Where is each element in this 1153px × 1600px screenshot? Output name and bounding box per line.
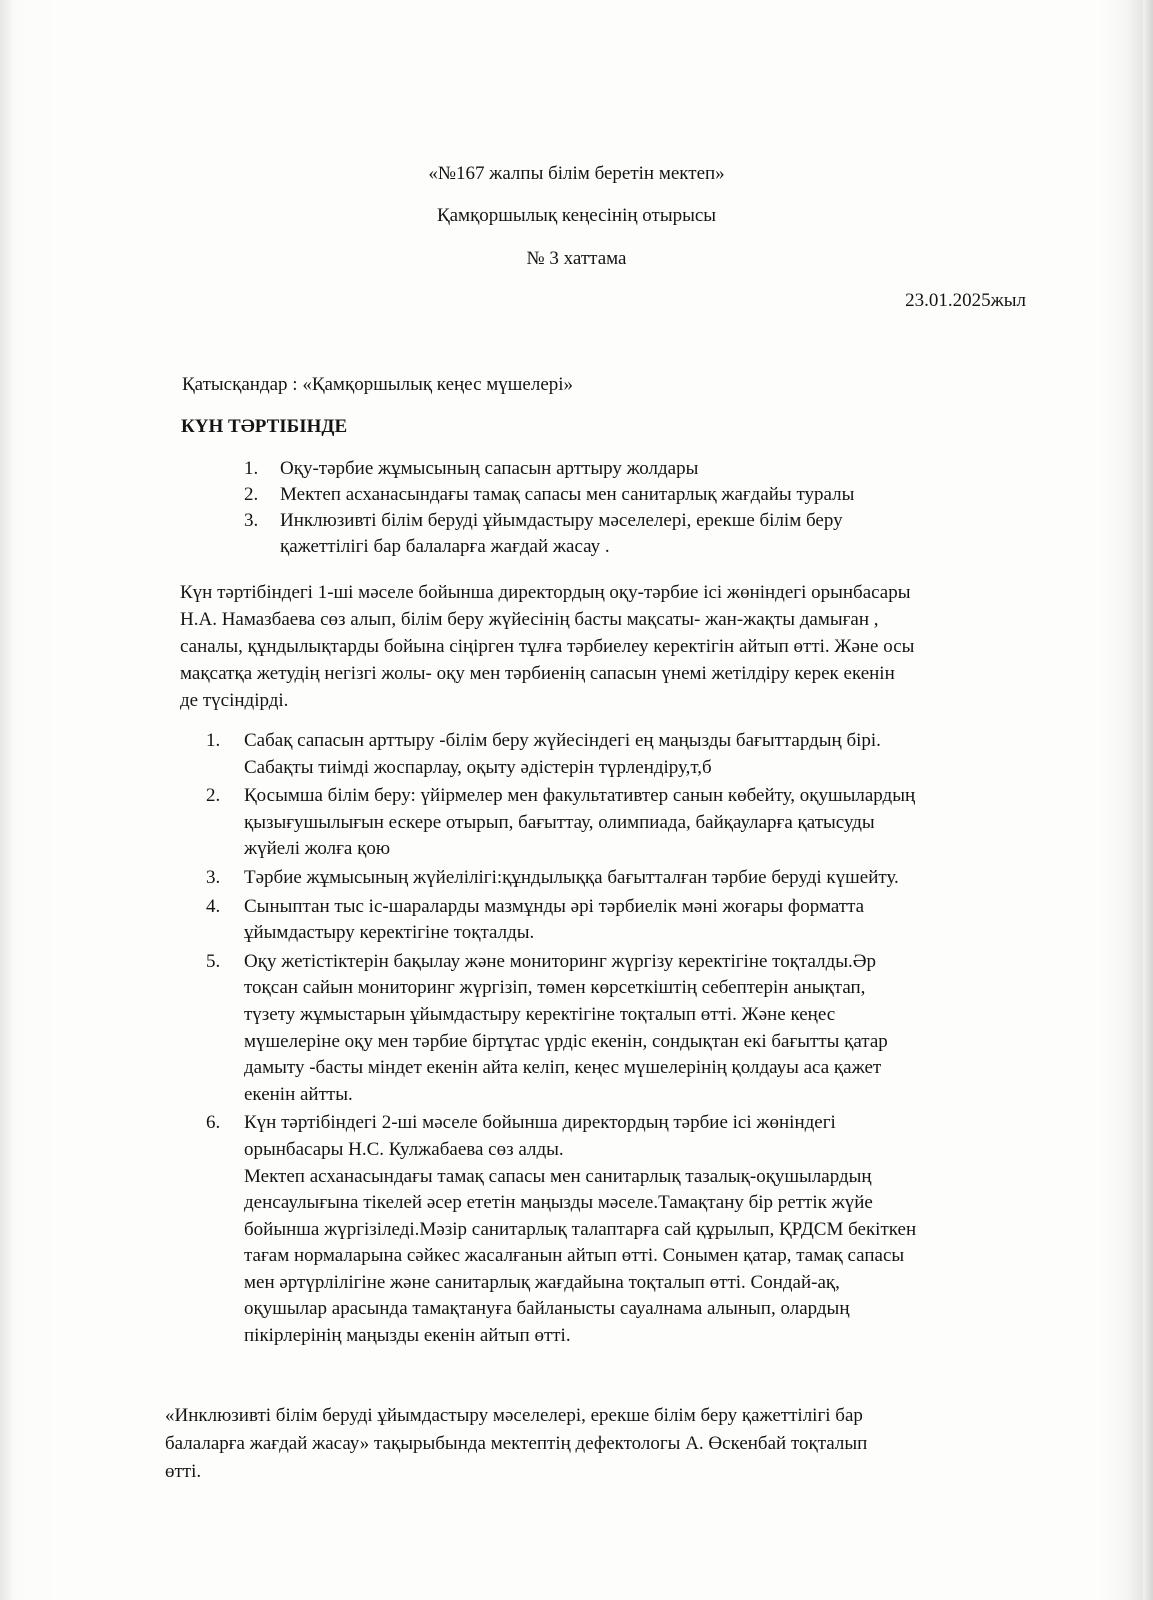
intro-line: мақсатқа жетудің негізгі жолы- оқу мен тәрбиенің сапасын үнемі жетілдіру керек екенін [180, 663, 895, 684]
point-text: орынбасары Н.С. Кулжабаева сөз алды. [244, 1138, 564, 1160]
point-text: Сыныптан тыс іс-шараларды мазмұнды әрі тәрбиелік мәні жоғары форматта [244, 895, 865, 917]
agenda-item-text: Мектеп асханасындағы тамақ сапасы мен санитарлық жағдайы туралы [280, 484, 855, 505]
point-text: екенін айтты. [244, 1083, 353, 1105]
agenda-item-text: Оқу-тәрбие жұмысының сапасын арттыру жолдары [280, 458, 699, 479]
agenda-item [244, 508, 1064, 560]
point-text: денсаулығына тікелей әсер ететін маңызды мәселе.Тамақтану бір реттік жүйе [244, 1192, 873, 1214]
point-number: 3. [206, 866, 221, 888]
point-item [206, 1110, 1036, 1349]
school-name: «№167 жалпы білім беретін мектеп» [428, 163, 725, 184]
point-item [206, 865, 1036, 892]
point-text: дамыту -басты міндет екенін айта келіп, кеңес мүшелерінің қолдауы аса қажет [244, 1057, 882, 1079]
point-text: түзету жұмыстарын ұйымдастыру керектігіне тоқталып өтті. Және кеңес [244, 1003, 836, 1025]
point-number: 6. [206, 1112, 221, 1134]
point-text: Күн тәртібіндегі 2-ші мәселе бойынша директордың тәрбие ісі жөніндегі [244, 1112, 836, 1134]
discussion-points [206, 728, 1036, 1350]
closing-line: «Инклюзивті білім беруді ұйымдастыру мәселелері, ерекше білім беру қажеттілігі бар [165, 1405, 863, 1426]
intro-line: Күн тәртібіндегі 1-ші мәселе бойынша директордың оқу-тәрбие ісі жөніндегі орынбасары [180, 582, 911, 603]
point-text: жүйелі жолға қою [244, 838, 391, 860]
agenda-item-number: 2. [244, 484, 259, 505]
agenda-item-number: 1. [244, 458, 259, 479]
point-item [206, 783, 1036, 863]
agenda-item-text: Инклюзивті білім беруді ұйымдастыру мәселелері, ерекше білім беру [280, 510, 843, 531]
intro-paragraph [180, 579, 1060, 714]
point-text: Қосымша білім беру: үйірмелер мен факультативтер санын көбейту, оқушылардың [244, 785, 916, 807]
point-text: тоқсан сайын мониторинг жүргізіп, төмен көрсеткіштің себептерін анықтап, [244, 977, 866, 999]
point-number: 2. [206, 785, 221, 807]
point-text: мен әртүрлілігіне және санитарлық жағдайына тоқталып өтті. Сондай-ақ, [244, 1271, 840, 1293]
point-text: пікірлерінің маңызды екенін айтып өтті. [244, 1325, 571, 1347]
protocol-number: № 3 хаттама [526, 248, 627, 269]
agenda-item-text: қажеттілігі бар балаларға жағдай жасау . [280, 536, 610, 557]
point-text: бойынша жүргізіледі.Мәзір санитарлық талаптарға сай құрылып, ҚРДСМ бекіткен [244, 1218, 917, 1240]
intro-line: де түсіндірді. [180, 690, 289, 711]
point-text: Сабақ сапасын арттыру -білім беру жүйесіндегі ең маңызды бағыттардың бірі. [244, 730, 881, 751]
point-text: Мектеп асханасындағы тамақ сапасы мен санитарлық тазалық-оқушылардың [244, 1165, 872, 1187]
agenda-item-number: 3. [244, 510, 259, 531]
point-text: тағам нормаларына сәйкес жасалғанын айтып өтті. Сонымен қатар, тамақ сапасы [244, 1245, 905, 1267]
closing-line: балаларға жағдай жасау» тақырыбында мектептің дефектологы А. Өскенбай тоқталып [165, 1433, 868, 1454]
agenda-title: КҮН ТӘРТІБІНДЕ [181, 416, 348, 437]
closing-line: өтті. [165, 1461, 202, 1482]
page-right-edge [1143, 0, 1153, 1600]
point-number: 1. [206, 730, 221, 751]
point-text: мүшелеріне оқу мен тәрбие біртұтас үрдіс екенін, сондықтан екі бағытты қатар [244, 1030, 888, 1052]
point-item [206, 728, 1036, 781]
agenda-item [244, 456, 1064, 482]
point-item [206, 949, 1036, 1109]
page-left-edge [0, 0, 12, 1600]
point-text: Тәрбие жұмысының жүйелілігі:құндылыққа бағытталған тәрбие беруді күшейту. [244, 866, 899, 888]
council-title: Қамқоршылық кеңесінің отырысы [436, 205, 717, 226]
point-text: Оқу жетістіктерін бақылау және мониторинг жүргізу керектігіне тоқталды.Әр [244, 950, 876, 972]
document-date: 23.01.2025жыл [905, 290, 1026, 311]
point-item [206, 894, 1036, 947]
point-number: 4. [206, 895, 221, 917]
point-text: қызығушылығын ескере отырып, бағыттау, олимпиада, байқауларға қатысуды [244, 811, 875, 833]
agenda-list [244, 456, 1064, 560]
closing-paragraph [165, 1402, 1055, 1486]
point-text: ұйымдастыру керектігіне тоқталды. [244, 922, 535, 944]
participants-line: Қатысқандар : «Қамқоршылық кеңес мүшелері» [182, 374, 574, 395]
point-text: Сабақты тиімді жоспарлау, оқыту әдістерін түрлендіру,т,б [244, 756, 712, 778]
agenda-item [244, 482, 1064, 508]
point-number: 5. [206, 950, 221, 972]
point-text: оқушылар арасында тамақтануға байланысты сауалнама алынып, олардың [244, 1298, 850, 1320]
intro-line: саналы, құндылықтарды бойына сіңірген тұлға тәрбиелеу керектігін айтып өтті. Және осы [180, 636, 915, 657]
intro-line: Н.А. Намазбаева сөз алып, білім беру жүйесінің басты мақсаты- жан-жақты дамыған , [180, 609, 879, 630]
